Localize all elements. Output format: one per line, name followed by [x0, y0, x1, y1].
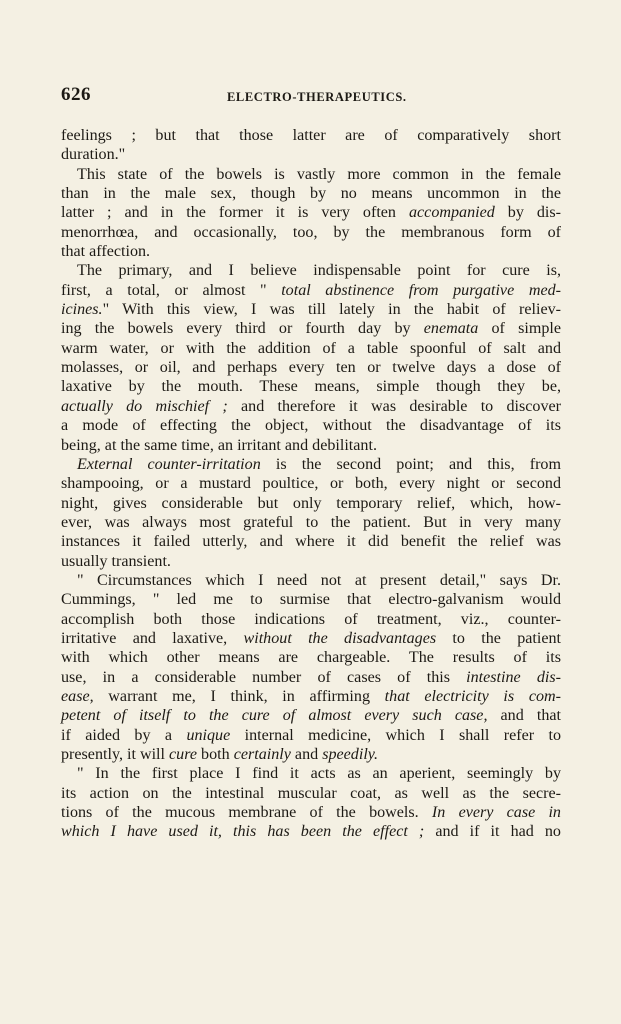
text-line: External counter-irritation is the second point; and this, from: [77, 455, 561, 473]
text-line: ever, was always most grateful to the patient. But in very many: [61, 513, 561, 531]
text-line: than in the male sex, though by no means uncommon in the: [61, 185, 561, 203]
text-line: This state of the bowels is vastly more common in the female: [77, 165, 561, 183]
text-line: tions of the mucous membrane of the bowels. In every case in: [61, 804, 561, 822]
page-number: 626: [61, 84, 91, 105]
text-line: that affection.: [61, 243, 151, 261]
text-line: shampooing, or a mustard poultice, or both, every night or second: [61, 475, 561, 493]
text-line: being, at the same time, an irritant and debilitant.: [61, 436, 377, 454]
running-head: ELECTRO-THERAPEUTICS.: [227, 90, 407, 104]
text-line: usually transient.: [61, 552, 171, 570]
text-line: a mode of effecting the object, without the disadvantage of its: [61, 417, 561, 435]
text-line: if aided by a unique internal medicine, which I shall refer to: [61, 726, 562, 744]
text-line: ease, warrant me, I think, in affirming that electricity is com-: [61, 687, 561, 705]
text-line: with which other means are chargeable. The results of its: [61, 649, 561, 667]
text-line: actually do mischief ; and therefore it was desirable to discover: [61, 397, 562, 415]
text-line: its action on the intestinal muscular coat, as well as the secre-: [61, 784, 561, 802]
text-line: Cummings, " led me to surmise that electro-galvanism would: [61, 591, 561, 609]
text-line: irritative and laxative, without the disadvantages to the patient: [61, 629, 561, 647]
text-line: laxative by the mouth. These means, simple though they be,: [61, 378, 561, 396]
page-header: [61, 84, 561, 110]
text-line: accomplish both those indications of treatment, viz., counter-: [61, 610, 561, 628]
text-line: instances it failed utterly, and where it did benefit the relief was: [61, 533, 561, 551]
text-line: The primary, and I believe indispensable point for cure is,: [77, 262, 561, 280]
text-line: presently, it will cure both certainly and speedily.: [61, 746, 379, 763]
text-line: " In the first place I find it acts as an aperient, seemingly by: [77, 765, 561, 783]
text-line: icines." With this view, I was till lately in the habit of reliev-: [61, 301, 561, 319]
text-line: first, a total, or almost " total abstinence from purgative med-: [61, 281, 561, 299]
text-line: petent of itself to the cure of almost every such case, and that: [61, 707, 561, 725]
text-line: " Circumstances which I need not at present detail," says Dr.: [77, 571, 561, 589]
body-text: [61, 126, 561, 842]
text-line: which I have used it, this has been the effect ; and if it had no: [61, 823, 561, 841]
text-line: ing the bowels every third or fourth day by enemata of simple: [61, 320, 562, 338]
text-line: duration.": [61, 146, 126, 164]
text-line: menorrhœa, and occasionally, too, by the membranous form of: [61, 223, 561, 241]
text-line: latter ; and in the former it is very often accompanied by dis-: [61, 204, 562, 222]
text-line: molasses, or oil, and perhaps every ten or twelve days a dose of: [61, 359, 561, 377]
text-line: use, in a considerable number of cases of this intestine dis-: [61, 668, 561, 686]
text-line: feelings ; but that those latter are of comparatively short: [61, 127, 561, 144]
text-line: warm water, or with the addition of a table spoonful of salt and: [61, 339, 561, 357]
text-line: night, gives considerable but only temporary relief, which, how-: [61, 494, 561, 512]
